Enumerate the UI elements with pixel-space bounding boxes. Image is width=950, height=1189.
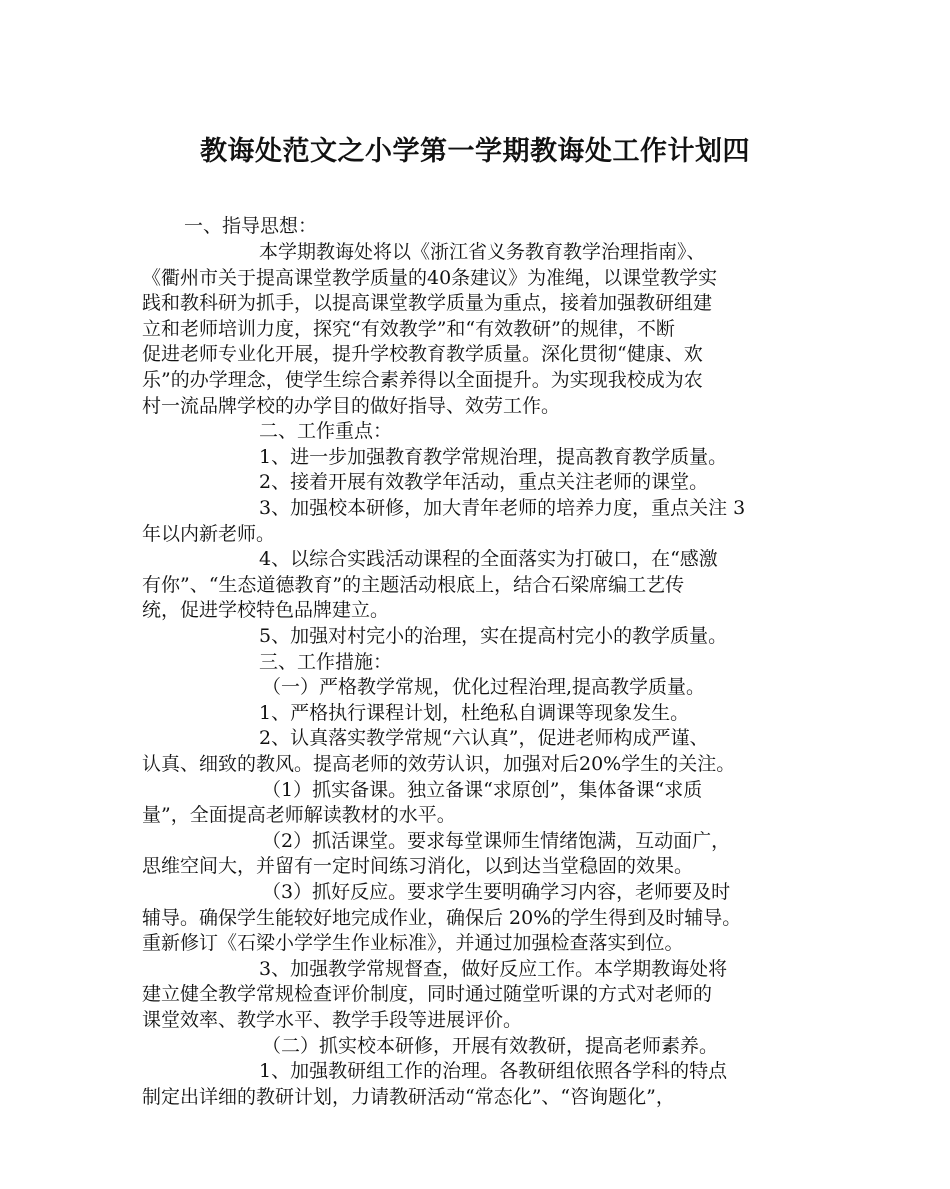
text-line: 立和老师培训力度，探究“有效教学”和“有效教研”的规律，不断 xyxy=(142,318,675,340)
text-line: 村一流品牌学校的办学目的做好指导、效劳工作。 xyxy=(142,395,561,417)
text-line: 2、接着开展有效教学年活动，重点关注老师的课堂。 xyxy=(259,471,709,493)
text-line: 2、认真落实教学常规“六认真”，促进老师构成严谨、 xyxy=(259,727,709,749)
text-line: 3、加强教学常规督查，做好反应工作。本学期教诲处将 xyxy=(259,958,728,980)
text-line: 促进老师专业化开展，提升学校教育教学质量。深化贯彻“健康、欢 xyxy=(142,343,703,365)
text-line: （1）抓实备课。独立备课“求原创”，集体备课“求质 xyxy=(262,779,703,801)
text-line: 辅导。确保学生能较好地完成作业，确保后 20%的学生得到及时辅导。 xyxy=(142,907,742,929)
text-line: （3）抓好反应。要求学生要明确学习内容，老师要及时 xyxy=(262,881,731,903)
text-line: 课堂效率、教学水平、教学手段等进展评价。 xyxy=(142,1009,523,1031)
text-line: 1、加强教研组工作的治理。各教研组依照各学科的特点 xyxy=(259,1060,728,1082)
text-line: 年以内新老师。 xyxy=(142,523,276,545)
text-line: 二、工作重点： xyxy=(259,420,393,442)
text-line: 三、工作措施： xyxy=(259,651,393,673)
text-line: 认真、细致的教风。提高老师的效劳认识，加强对后20%学生的关注。 xyxy=(142,753,736,775)
text-line: 乐”的办学理念，使学生综合素养得以全面提升。为实现我校成为农 xyxy=(142,369,703,391)
text-line: （二）抓实校本研修，开展有效教研，提高老师素养。 xyxy=(262,1035,719,1057)
text-line: 量”，全面提高老师解读教材的水平。 xyxy=(142,804,456,826)
text-line: 重新修订《石梁小学学生作业标准》，并通过加强检查落实到位。 xyxy=(142,932,684,954)
text-line: 1、进一步加强教育教学常规治理，提高教育教学质量。 xyxy=(259,446,728,468)
text-line: 4、以综合实践活动课程的全面落实为打破口，在“感激 xyxy=(259,548,718,570)
document-title: 教诲处范文之小学第一学期教诲处工作计划四 xyxy=(200,136,750,167)
text-line: 践和教科研为抓手，以提高课堂教学质量为重点，接着加强教研组建 xyxy=(142,292,713,314)
text-line: 统，促进学校特色品牌建立。 xyxy=(142,599,390,621)
text-line: 有你”、“生态道德教育”的主题活动根底上，结合石梁席编工艺传 xyxy=(142,574,685,596)
text-line: 本学期教诲处将以《浙江省义务教育教学治理指南》、 xyxy=(259,241,706,263)
text-line: 5、加强对村完小的治理，实在提高村完小的教学质量。 xyxy=(259,625,728,647)
text-line: 3、加强校本研修，加大青年老师的培养力度，重点关注 3 xyxy=(259,497,746,519)
text-line: 一、指导思想： xyxy=(184,215,318,237)
text-line: （一）严格教学常规，优化过程治理,提高教学质量。 xyxy=(262,676,706,698)
text-line: （2）抓活课堂。要求每堂课师生情绪饱满，互动面广， xyxy=(262,830,731,852)
text-line: 1、严格执行课程计划，杜绝私自调课等现象发生。 xyxy=(259,702,690,724)
text-line: 建立健全教学常规检查评价制度，同时通过随堂听课的方式对老师的 xyxy=(142,983,713,1005)
text-line: 思维空间大，并留有一定时间练习消化，以到达当堂稳固的效果。 xyxy=(142,855,694,877)
text-line: 制定出详细的教研计划，力请教研活动“常态化”、“咨询题化”， xyxy=(142,1086,675,1108)
text-line: 《衢州市关于提高课堂教学质量的40条建议》为准绳，以课堂教学实 xyxy=(142,267,718,289)
